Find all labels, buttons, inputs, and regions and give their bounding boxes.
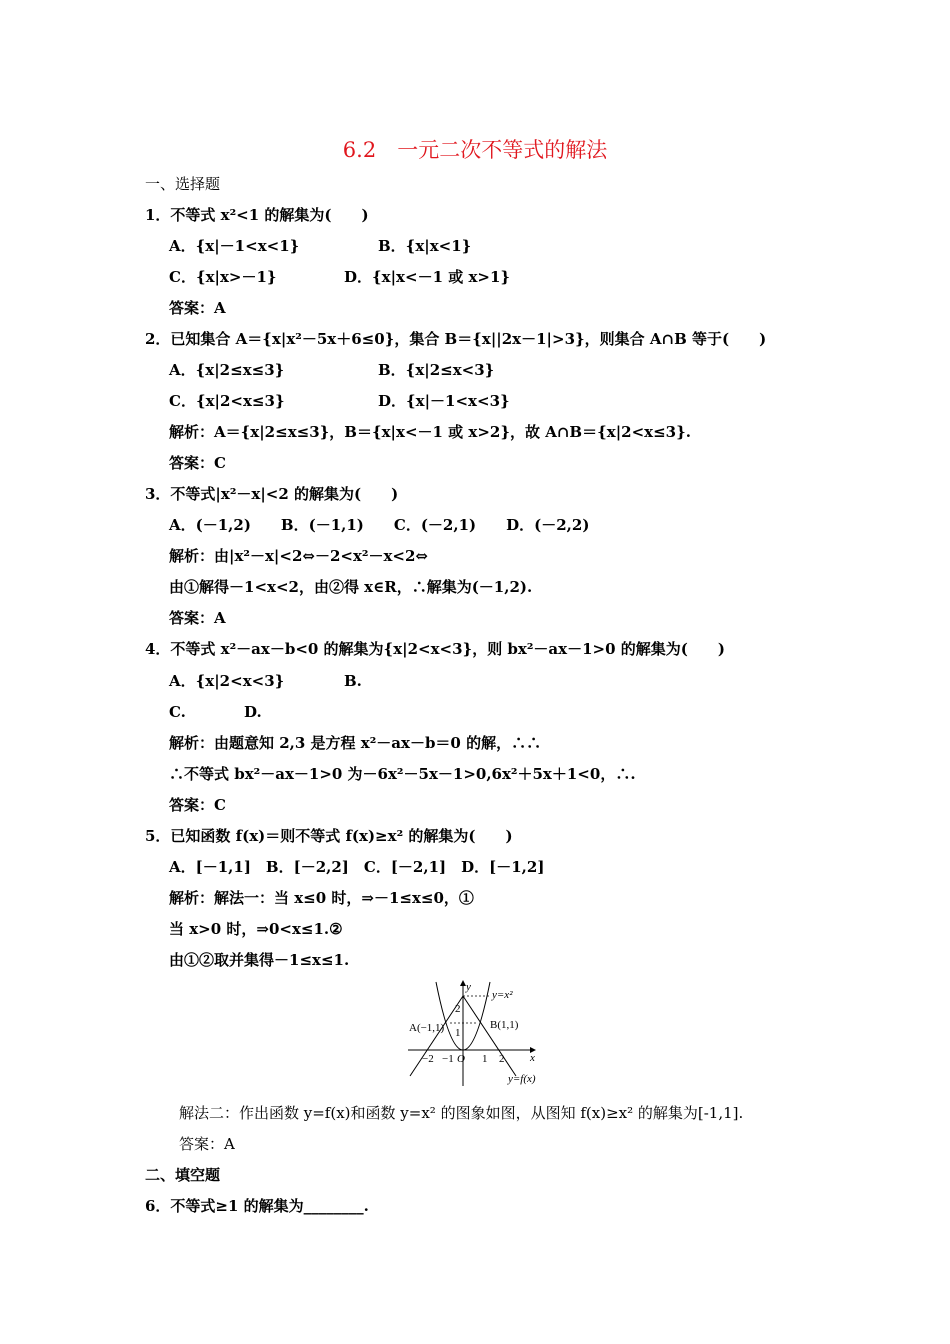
q5-analysis-line1: 解析：解法一：当 x≤0 时，⇒－1≤x≤0，① [169, 889, 474, 907]
q3-options: A．(－1,2) B．(－1,1) C．(－2,1) D．(－2,2) [169, 516, 590, 534]
q3-analysis-line1: 解析：由|x²－x|<2⇔－2<x²－x<2⇔ [169, 547, 428, 565]
q1-stem: 1．不等式 x²<1 的解集为( ) [145, 206, 369, 224]
q2-option-c: C．{x|2<x≤3} [169, 392, 285, 410]
q2-option-a: A．{x|2≤x≤3} [169, 361, 285, 379]
q1-option-a: A．{x|－1<x<1} [169, 237, 300, 255]
q5-options: A．[－1,1] B．[－2,2] C．[－2,1] D．[－1,2] [169, 858, 545, 876]
q2-option-b: B．{x|2≤x<3} [378, 361, 495, 379]
tick-y-2: 2 [455, 1003, 461, 1015]
tick-origin: O [457, 1053, 465, 1065]
tick-x-1: 1 [482, 1053, 488, 1065]
tick-x-2: 2 [499, 1053, 505, 1065]
q1-option-d: D．{x|x<－1 或 x>1} [344, 268, 511, 286]
label-x-axis: x [530, 1052, 535, 1064]
q5-analysis-line3: 由①②取并集得－1≤x≤1. [169, 951, 350, 969]
q4-analysis-line2: ∴不等式 bx²－ax－1>0 为－6x²－5x－1>0,6x²＋5x＋1<0，∴. [169, 765, 636, 783]
label-point-a: A(−1,1) [409, 1022, 445, 1034]
q4-option-c: C. [169, 703, 186, 721]
q2-stem: 2．已知集合 A＝{x|x²－5x＋6≤0}，集合 B＝{x||2x－1|>3}，则集合 A∩B 等于( ) [145, 330, 767, 348]
q2-analysis: 解析：A＝{x|2≤x≤3}，B＝{x|x<－1 或 x>2}，故 A∩B＝{x|2<x≤3}. [169, 423, 691, 441]
label-y-axis: y [466, 981, 471, 993]
q6-stem: 6．不等式≥1 的解集为________. [145, 1197, 369, 1215]
q2-answer: 答案：C [169, 454, 226, 472]
function-graph [400, 978, 550, 1090]
q5-stem: 5．已知函数 f(x)＝则不等式 f(x)≥x² 的解集为( ) [145, 827, 513, 845]
q4-answer: 答案：C [169, 796, 226, 814]
q4-analysis-line1: 解析：由题意知 2,3 是方程 x²－ax－b＝0 的解，∴∴ [169, 734, 542, 752]
q2-option-d: D．{x|－1<x<3} [378, 392, 510, 410]
q5-method2: 解法二：作出函数 y=f(x)和函数 y=x² 的图象如图，从图知 f(x)≥x² 的解集为[-1,1]. [179, 1104, 744, 1122]
page-title: 6.2 一元二次不等式的解法 [342, 138, 608, 162]
tick-x-m1: −1 [442, 1053, 454, 1065]
q3-stem: 3．不等式|x²－x|<2 的解集为( ) [145, 485, 399, 503]
label-point-b: B(1,1) [490, 1019, 519, 1031]
q1-option-c: C．{x|x>－1} [169, 268, 277, 286]
q5-answer: 答案：A [179, 1135, 235, 1153]
q3-answer: 答案：A [169, 609, 226, 627]
label-parabola: y=x² [492, 989, 513, 1001]
tick-y-1: 1 [455, 1027, 461, 1039]
q1-answer: 答案：A [169, 299, 226, 317]
q4-option-b: B. [344, 672, 362, 690]
section-heading-fill: 二、填空题 [145, 1166, 221, 1184]
tick-x-m2: −2 [422, 1053, 434, 1065]
label-f: y=f(x) [508, 1073, 536, 1085]
q4-option-a: A．{x|2<x<3} [169, 672, 285, 690]
q4-option-d: D. [244, 703, 262, 721]
q1-option-b: B．{x|x<1} [378, 237, 472, 255]
q3-analysis-line2: 由①解得－1<x<2，由②得 x∈R，∴解集为(－1,2). [169, 578, 533, 596]
q5-analysis-line2: 当 x>0 时，⇒0<x≤1.② [169, 920, 343, 938]
q4-stem: 4．不等式 x²－ax－b<0 的解集为{x|2<x<3}，则 bx²－ax－1>0 的解集为( ) [145, 640, 725, 658]
section-heading-choice: 一、选择题 [145, 175, 221, 193]
